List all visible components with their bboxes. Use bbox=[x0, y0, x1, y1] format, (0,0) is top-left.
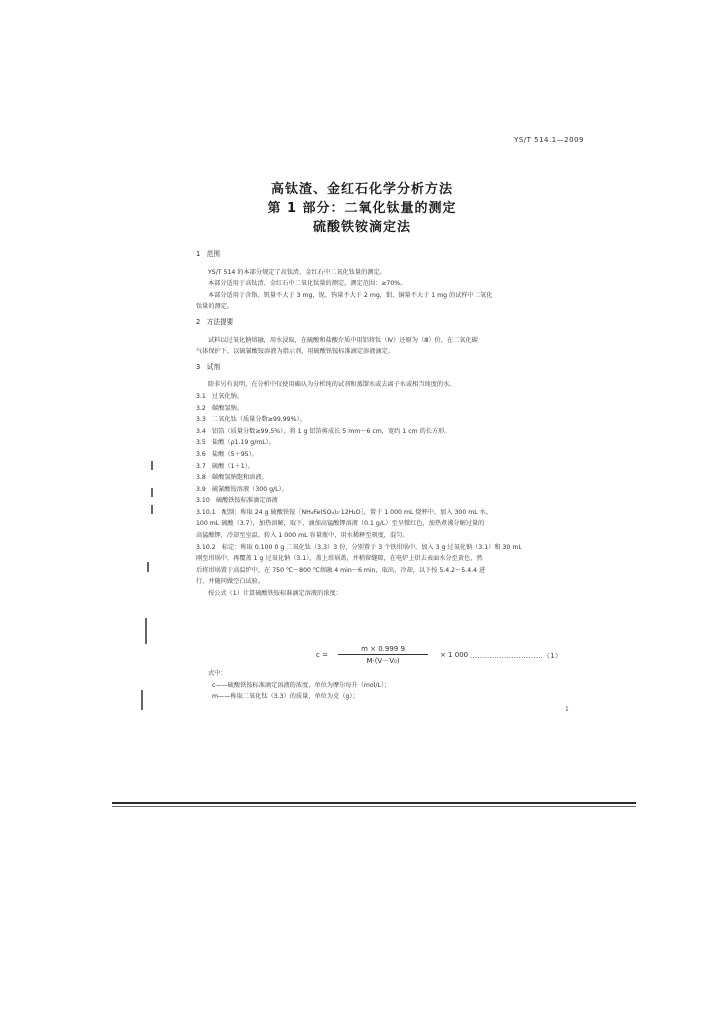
scan-edge-mark bbox=[151, 461, 153, 470]
formula-rhs: × 1 000 bbox=[440, 651, 469, 659]
paragraph-line: 气体保护下，以硫氰酸铵溶液为指示剂，用硫酸铁铵标准滴定溶液滴定。 bbox=[196, 348, 394, 356]
formula-number: …………………………（1） bbox=[470, 652, 563, 660]
reagent-item: 3.1 过氧化钠。 bbox=[196, 392, 243, 400]
paragraph-line: 钛量的测定。 bbox=[196, 303, 234, 311]
reagent-item: 3.2 碳酸氢钠。 bbox=[196, 404, 243, 412]
paragraph-line: 3.10.2 标定：称取 0.100 0 g 二氧化钛（3.3）3 份，分别置于 3 个铁坩埚中，加入 3 g 过氧化钠（3.1）和 30 mL bbox=[196, 543, 522, 551]
scan-edge-mark bbox=[151, 488, 153, 497]
reagent-item: 3.9 硫氰酸铵溶液（300 g/L）。 bbox=[196, 485, 288, 493]
where-label: 式中： bbox=[208, 670, 227, 677]
reagent-item: 3.7 硫酸（1＋1）。 bbox=[196, 462, 254, 470]
reagent-item: 3.3 二氧化钛（质量分数≥99.99%）。 bbox=[196, 416, 306, 424]
section-heading-reagents: 3 试剂 bbox=[196, 362, 220, 371]
paragraph-line: 3.10.1 配制：称取 24 g 硫酸铁铵［NH₄Fe(SO₄)₂·12H₂O］，置于 1 000 mL 烧杯中，加入 300 mL 水、 bbox=[196, 508, 493, 516]
document-body bbox=[196, 249, 588, 600]
bottom-rule bbox=[112, 802, 636, 804]
paragraph-line: 100 mL 硫酸（3.7），加热溶解，取下，滴加高锰酸钾溶液（0.1 g/L）至呈微红色，加热煮沸分解过量的 bbox=[196, 520, 485, 528]
scan-edge-mark bbox=[141, 690, 143, 710]
paragraph-line: 除非另有说明，在分析中仅使用确认为分析纯的试剂和蒸馏水或去离子水或相当纯度的水。 bbox=[208, 381, 456, 389]
section-heading-scope: 1 范围 bbox=[196, 250, 220, 258]
reagent-item: 3.4 铝箔（质量分数≥99.5%），将 1 g 铝箔剪成长 5 mm～6 cm，宽约 1 cm 的长方形。 bbox=[196, 427, 451, 435]
formula-numerator: m × 0.999 9 bbox=[338, 645, 428, 655]
where-definition-m: m——称取二氧化钛（3.3）的质量，单位为克（g）； bbox=[212, 693, 359, 701]
page-number: 1 bbox=[565, 706, 569, 713]
paragraph-line: 高锰酸钾，冷却至室温，转入 1 000 mL 容量瓶中，用水稀释至刻度，混匀。 bbox=[196, 532, 409, 540]
reagent-item: 3.8 碳酸氢钠饱和溶液。 bbox=[196, 474, 268, 482]
paragraph-line: 本部分适用于高钛渣、金红石中二氧化钛量的测定。测定范围：≥70%。 bbox=[208, 280, 407, 288]
document-title-line1: 高钛渣、金红石化学分析方法 bbox=[270, 182, 453, 197]
scan-edge-mark bbox=[151, 505, 153, 514]
paragraph-line: 刚至坩埚中，再覆盖 1 g 过氧化钠（3.1），盖上坩埚盖，并稍留缝隙，在电炉上烘去表面水分至黄色，然 bbox=[196, 555, 483, 563]
scan-edge-mark bbox=[147, 562, 149, 572]
where-definition-c: c——硫酸铁铵标准滴定溶液的浓度，单位为摩尔每升（mol/L）； bbox=[212, 681, 391, 689]
paragraph-line: 试料以过氧化钠熔融，用水浸取，在硫酸和盐酸介质中用铝将钛（Ⅳ）还原为（Ⅲ）价，在二氧化碳 bbox=[208, 336, 478, 344]
document-title-line2: 第 1 部分：二氧化钛量的测定 bbox=[267, 201, 457, 216]
formula-denominator: M·(V－V₀) bbox=[366, 657, 400, 665]
paragraph-line: YS/T 514 的本部分规定了高钛渣、金红石中二氧化钛量的测定。 bbox=[208, 268, 386, 276]
reagent-item: 3.6 盐酸（5＋95）。 bbox=[196, 450, 258, 458]
where-block bbox=[196, 668, 588, 703]
document-title-line3: 硫酸铁铵滴定法 bbox=[312, 220, 411, 235]
formula-lhs: c = bbox=[316, 651, 328, 659]
paragraph-line: 后将坩埚置于高温炉中，在 750 ℃～800 ℃熔融 4 min～6 min，取出，冷却，以下按 5.4.2～5.4.4 进 bbox=[196, 566, 486, 574]
formula-fraction bbox=[338, 645, 428, 666]
reagent-item: 3.10 硫酸铁铵标准滴定溶液 bbox=[196, 497, 278, 505]
scan-edge-mark bbox=[145, 618, 147, 644]
paragraph-line: 本部分适用于含铬、钒量不大于 3 mg，铌、钨量不大于 2 mg，钼、铜量不大于 1 mg 的试样中二氧化 bbox=[208, 291, 493, 299]
bottom-rule-thin bbox=[112, 806, 636, 807]
paragraph-line: 按公式（1）计算硫酸铁铵标准滴定溶液的浓度： bbox=[208, 590, 342, 598]
section-heading-principle: 2 方法提要 bbox=[196, 317, 234, 326]
standard-code: YS/T 514.1—2009 bbox=[514, 136, 584, 144]
paragraph-line: 行，并随同做空白试验。 bbox=[196, 578, 265, 586]
reagent-item: 3.5 盐酸（ρ1.19 g/mL）。 bbox=[196, 439, 276, 447]
